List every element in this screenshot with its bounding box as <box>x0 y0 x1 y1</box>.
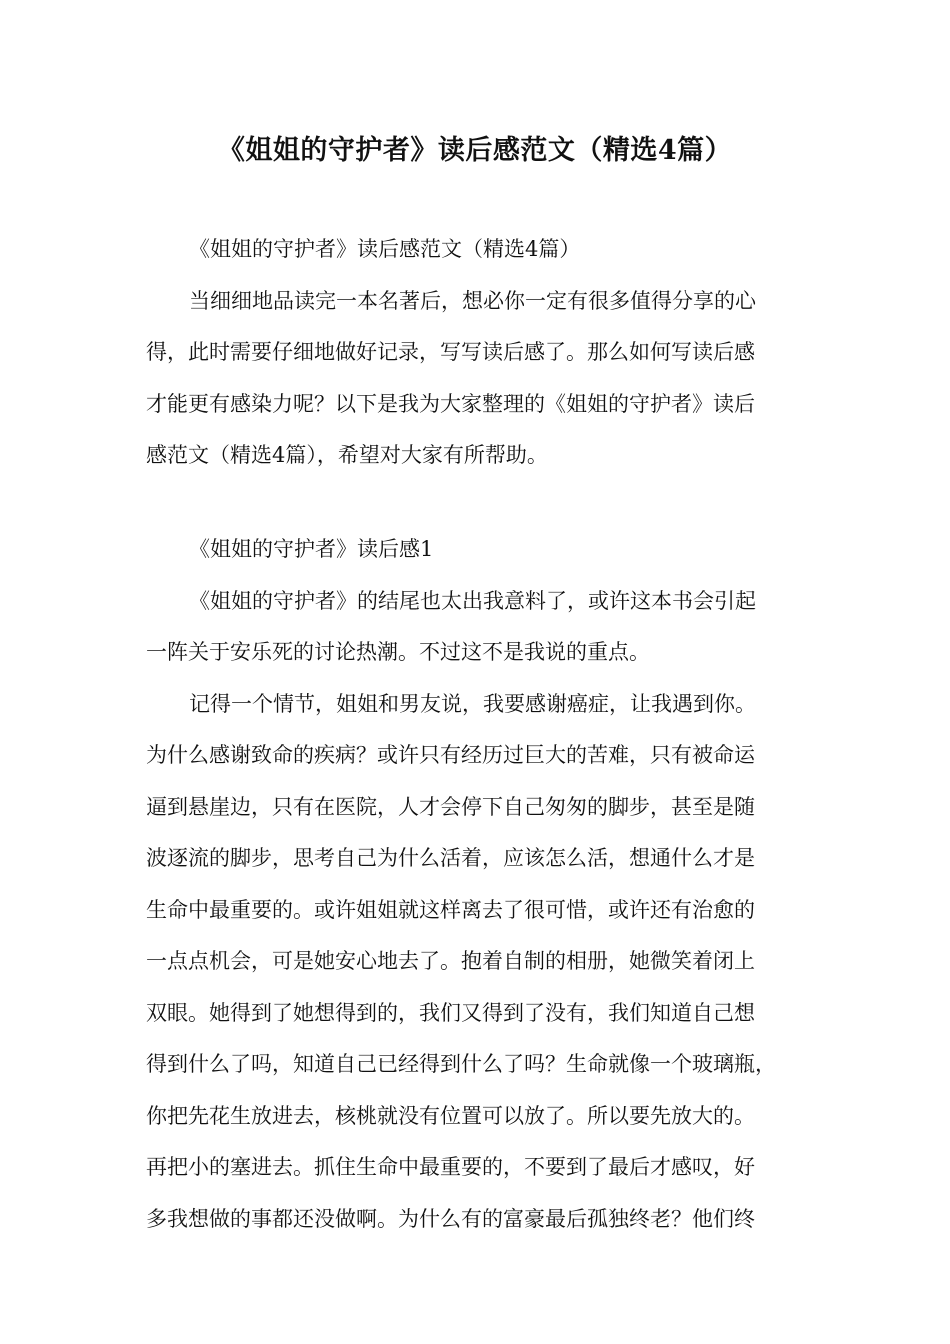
paragraph-line: 多我想做的事都还没做啊。为什么有的富豪最后孤独终老？他们终 <box>146 1206 755 1231</box>
document-title: 《姐姐的守护者》读后感范文（精选4篇） <box>217 135 733 166</box>
section-1-block <box>146 524 810 1245</box>
paragraph-line: 生命中最重要的。或许姐姐就这样离去了很可惜，或许还有治愈的 <box>146 897 755 922</box>
intro-heading: 《姐姐的守护者》读后感范文（精选4篇） <box>189 237 581 261</box>
paragraph-line: 得到什么了吗，知道自己已经得到什么了吗？生命就像一个玻璃瓶， <box>146 1052 776 1076</box>
intro-block <box>146 224 810 482</box>
section-1-heading: 《姐姐的守护者》读后感1 <box>189 537 434 561</box>
intro-line-3: 才能更有感染力呢？以下是我为大家整理的《姐姐的守护者》读后 <box>146 391 755 416</box>
paragraph-line: 一点点机会，可是她安心地去了。抱着自制的相册，她微笑着闭上 <box>146 949 755 973</box>
intro-line-4: 感范文（精选4篇），希望对大家有所帮助。 <box>146 443 548 467</box>
paragraph-line: 记得一个情节，姐姐和男友说，我要感谢癌症，让我遇到你。 <box>189 691 756 716</box>
paragraph-line: 逼到悬崖边，只有在医院，人才会停下自己匆匆的脚步，甚至是随 <box>146 794 755 819</box>
intro-line-2: 得，此时需要仔细地做好记录，写写读后感了。那么如何写读后感 <box>146 340 755 364</box>
paragraph-line: 《姐姐的守护者》的结尾也太出我意料了，或许这本书会引起 <box>189 588 756 613</box>
paragraph-line: 一阵关于安乐死的讨论热潮。不过这不是我说的重点。 <box>146 640 650 664</box>
paragraph-line: 你把先花生放进去，核桃就没有位置可以放了。所以要先放大的。 <box>146 1103 755 1128</box>
paragraph-line: 再把小的塞进去。抓住生命中最重要的，不要到了最后才感叹，好 <box>146 1155 755 1179</box>
intro-line-1: 当细细地品读完一本名著后，想必你一定有很多值得分享的心 <box>189 288 756 313</box>
paragraph-line: 为什么感谢致命的疾病？或许只有经历过巨大的苦难，只有被命运 <box>146 743 755 767</box>
paragraph-line: 波逐流的脚步，思考自己为什么活着，应该怎么活，想通什么才是 <box>146 846 755 870</box>
paragraph-line: 双眼。她得到了她想得到的，我们又得到了没有，我们知道自己想 <box>146 1000 755 1025</box>
